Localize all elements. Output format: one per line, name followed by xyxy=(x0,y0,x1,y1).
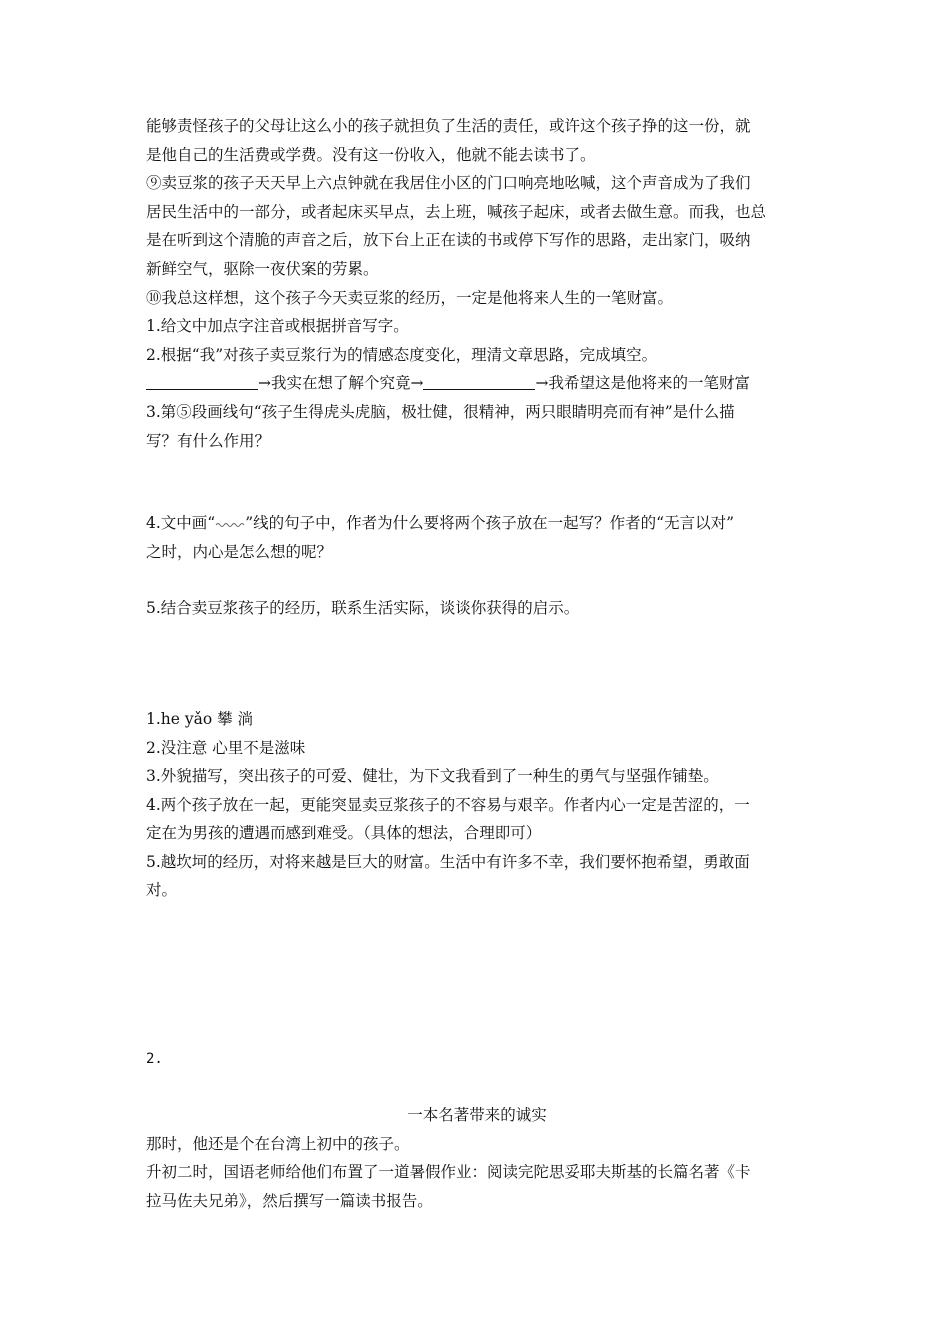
paragraph-line: 是他自己的生活费或学费。没有这一份收入，他就不能去读书了。 xyxy=(146,145,596,164)
section-number: 2. xyxy=(146,1051,163,1068)
paragraph-line: 是在听到这个清脆的声音之后，放下台上正在读的书或停下写作的思路，走出家门，吸纳 xyxy=(146,231,751,250)
answer-line: 对。 xyxy=(146,881,178,900)
spacer xyxy=(146,905,808,1045)
question-4 xyxy=(146,509,808,538)
question-4-prefix: 4.文中画“ xyxy=(146,514,216,533)
blank-connector-text: →我实在想了解个究竟→ xyxy=(258,374,424,393)
answer-blank[interactable] xyxy=(423,372,535,390)
question-5: 5.结合卖豆浆孩子的经历，联系生活实际，谈谈你获得的启示。 xyxy=(146,599,580,618)
question-4-suffix: ”线的句子中，作者为什么要将两个孩子放在一起写？作者的“无言以对” xyxy=(245,514,734,533)
paragraph-10-line: ⑩我总这样想，这个孩子今天卖豆浆的经历，一定是他将来人生的一笔财富。 xyxy=(146,288,674,307)
answer-space xyxy=(146,455,808,509)
paragraph-line: 居民生活中的一部分，或者起床买早点，去上班，喊孩子起床，或者去做生意。而我，也总 xyxy=(146,202,767,221)
question-2-blanks xyxy=(146,369,808,398)
blank-connector-text: →我希望这是他将来的一笔财富 xyxy=(535,374,750,393)
paragraph-line: 升初二时，国语老师给他们布置了一道暑假作业：阅读完陀思妥耶夫斯基的长篇名著《卡 xyxy=(146,1163,751,1182)
paragraph-line: 新鲜空气，驱除一夜伏案的劳累。 xyxy=(146,259,379,278)
answer-line: 1.he yǎo 攀 淌 xyxy=(146,709,254,728)
section-2 xyxy=(146,1045,808,1215)
paragraph-line: 那时，他还是个在台湾上初中的孩子。 xyxy=(146,1134,410,1153)
spacer xyxy=(146,1073,808,1101)
answer-space xyxy=(146,623,808,677)
paragraph-line: 能够责怪孩子的父母让这么小的孩子就担负了生活的责任，或许这个孩子挣的这一份，就 xyxy=(146,117,751,135)
question-3-cont: 写？有什么作用？ xyxy=(146,431,271,450)
questions xyxy=(146,312,808,677)
wavy-underline-icon xyxy=(215,519,245,529)
article-title: 一本名著带来的诚实 xyxy=(407,1106,547,1125)
question-2: 2.根据“我”对孩子卖豆浆行为的情感态度变化，理清文章思路，完成填空。 xyxy=(146,345,658,364)
answer-blank[interactable] xyxy=(146,372,258,390)
document-page xyxy=(146,112,808,1215)
answer-line: 3.外貌描写，突出孩子的可爱、健壮，为下文我看到了一种生的勇气与坚强作铺垫。 xyxy=(146,767,719,786)
question-3: 3.第⑤段画线句“孩子生得虎头虎脑，极壮健，很精神，两只眼睛明亮而有神”是什么描 xyxy=(146,402,735,421)
answer-space xyxy=(146,566,808,594)
question-4-cont: 之时，内心是怎么想的呢？ xyxy=(146,542,333,561)
paragraph-line: 拉马佐夫兄弟》，然后撰写一篇读书报告。 xyxy=(146,1191,433,1210)
passage-1 xyxy=(146,112,808,312)
paragraph-9-line: ⑨卖豆浆的孩子天天早上六点钟就在我居住小区的门口响亮地吆喊，这个声音成为了我们 xyxy=(146,174,751,193)
question-1: 1.给文中加点字注音或根据拼音写字。 xyxy=(146,317,409,336)
spacer xyxy=(146,677,808,705)
answer-line: 4.两个孩子放在一起，更能突显卖豆浆孩子的不容易与艰辛。作者内心一定是苦涩的，一 xyxy=(146,795,750,814)
answers xyxy=(146,705,808,905)
answer-line: 5.越坎坷的经历，对将来越是巨大的财富。生活中有许多不幸，我们要怀抱希望，勇敢面 xyxy=(146,852,750,871)
answer-line: 定在为男孩的遭遇而感到难受。（具体的想法，合理即可） xyxy=(146,824,542,843)
answer-line: 2.没注意 心里不是滋味 xyxy=(146,738,306,757)
